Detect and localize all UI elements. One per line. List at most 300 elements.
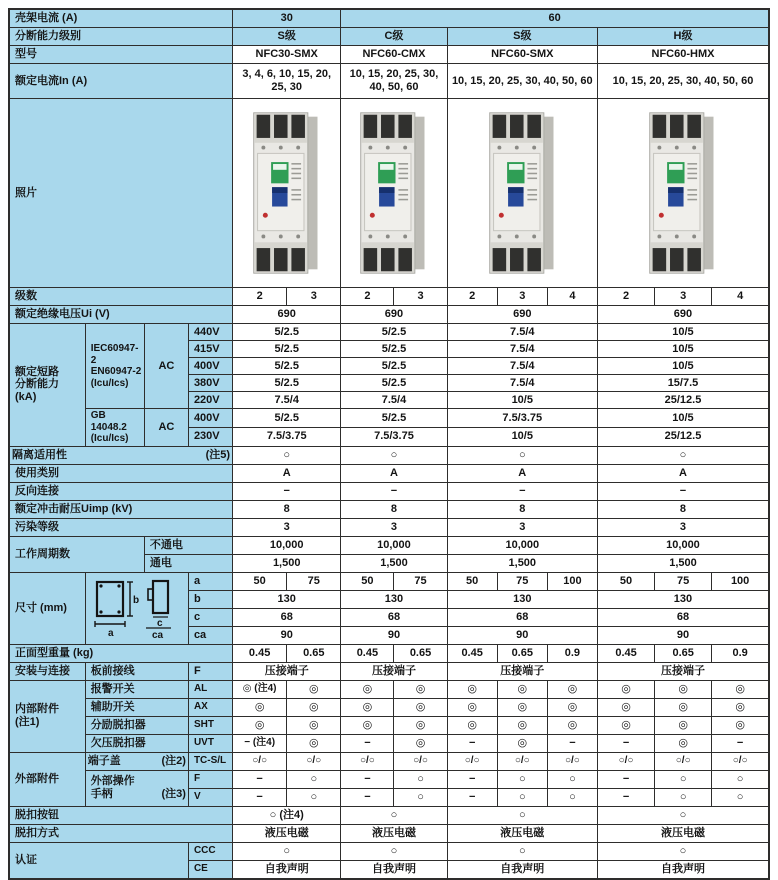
row-photo xyxy=(9,99,769,288)
row-label: 工作周期数 xyxy=(9,536,144,572)
dim-value: 100 xyxy=(547,572,597,590)
weight-value: 0.45 xyxy=(341,644,394,662)
iec-standard-label: IEC60947-2 EN60947-2 (Icu/Ics) xyxy=(85,324,144,409)
accessory-value: − xyxy=(447,734,497,752)
row-label: 脱扣按钮 xyxy=(9,806,233,824)
accessory-name: 分励脱扣器 xyxy=(85,716,188,734)
model-value: NFC60-HMX xyxy=(597,46,769,64)
row-label: 分断能力级别 xyxy=(9,28,233,46)
frame-current-30: 30 xyxy=(233,9,341,28)
accessory-value: ○ xyxy=(394,770,447,788)
row-insulation-voltage xyxy=(9,306,769,324)
dim-letter-b: b xyxy=(132,595,139,606)
accessory-value: ◎ xyxy=(712,716,769,734)
poles-value: 2 xyxy=(597,288,654,306)
accessory-value: ◎ xyxy=(447,716,497,734)
cert-value: ○ xyxy=(233,842,341,860)
cycles-value: 1,500 xyxy=(597,554,769,572)
dim-value: 130 xyxy=(233,590,341,608)
row-label: 壳架电流 (A) xyxy=(9,9,233,28)
dim-value: 75 xyxy=(655,572,712,590)
accessory-name: 报警开关 xyxy=(85,680,188,698)
row-trip-method xyxy=(9,824,769,842)
accessory-value: ○/○ xyxy=(547,752,597,770)
row-label: 脱扣方式 xyxy=(9,824,233,842)
pollution-value: 3 xyxy=(447,518,597,536)
accessory-value: − xyxy=(341,734,394,752)
dim-letter-a: a xyxy=(107,628,114,639)
accessory-value: − xyxy=(597,734,654,752)
photo-cell xyxy=(597,99,769,288)
cycles-value: 1,500 xyxy=(341,554,447,572)
dim-value: 50 xyxy=(447,572,497,590)
dim-value: 68 xyxy=(233,608,341,626)
rated-current-value: 10, 15, 20, 25, 30, 40, 50, 60 xyxy=(447,64,597,99)
photo-cell xyxy=(447,99,597,288)
class-value: C级 xyxy=(341,28,447,46)
dimension-diagram xyxy=(89,577,185,639)
ka-value: 7.5/4 xyxy=(447,375,597,392)
ka-value: 5/2.5 xyxy=(233,324,341,341)
accessory-value: ○/○ xyxy=(341,752,394,770)
ui-value: 690 xyxy=(341,306,447,324)
accessory-value: ◎ xyxy=(341,680,394,698)
accessory-value: − xyxy=(712,734,769,752)
accessory-code: AL xyxy=(188,680,232,698)
ka-value: 7.5/4 xyxy=(233,392,341,409)
weight-value: 0.65 xyxy=(394,644,447,662)
row-label: 型号 xyxy=(9,46,233,64)
poles-value: 2 xyxy=(233,288,287,306)
breaker-product-photo xyxy=(482,107,563,279)
weight-value: 0.65 xyxy=(655,644,712,662)
accessory-value: ○ xyxy=(547,788,597,806)
voltage-label: 440V xyxy=(188,324,232,341)
accessory-value: ◎ xyxy=(597,716,654,734)
frame-current-60: 60 xyxy=(341,9,769,28)
accessory-value: ◎ xyxy=(655,734,712,752)
mounting-code: F xyxy=(188,662,232,680)
dim-value: 100 xyxy=(712,572,769,590)
accessory-value: ◎ xyxy=(497,698,547,716)
accessory-code: SHT xyxy=(188,716,232,734)
ka-value: 7.5/3.75 xyxy=(233,427,341,446)
cert-code: CCC xyxy=(188,842,232,860)
breaking-capacity-label: 额定短路 分断能力 (kA) xyxy=(9,324,85,447)
cycles-value: 10,000 xyxy=(597,536,769,554)
cycles-value: 10,000 xyxy=(341,536,447,554)
ka-value: 5/2.5 xyxy=(233,341,341,358)
ka-value: 5/2.5 xyxy=(341,409,447,428)
accessory-value: ○ xyxy=(497,788,547,806)
ui-value: 690 xyxy=(597,306,769,324)
ka-value: 10/5 xyxy=(597,341,769,358)
row-internal-sht xyxy=(9,716,769,734)
accessory-value: ○ xyxy=(497,770,547,788)
accessory-value: ◎ xyxy=(597,680,654,698)
dim-value: 75 xyxy=(287,572,341,590)
uimp-value: 8 xyxy=(447,500,597,518)
ka-value: 5/2.5 xyxy=(233,409,341,428)
accessory-code: UVT xyxy=(188,734,232,752)
row-model xyxy=(9,46,769,64)
cert-value: ○ xyxy=(447,842,597,860)
breaker-product-photo xyxy=(642,107,723,279)
dim-value: 50 xyxy=(233,572,287,590)
accessory-name: 辅助开关 xyxy=(85,698,188,716)
ui-value: 690 xyxy=(233,306,341,324)
reverse-value: − xyxy=(341,482,447,500)
dim-value: 50 xyxy=(341,572,394,590)
photo-cell xyxy=(233,99,341,288)
pollution-value: 3 xyxy=(233,518,341,536)
accessory-value: ◎ xyxy=(497,734,547,752)
row-internal-al xyxy=(9,680,769,698)
row-label: 反向连接 xyxy=(9,482,233,500)
tc-note: (注2) xyxy=(161,754,186,767)
accessory-value: ◎ xyxy=(233,698,287,716)
class-value: S级 xyxy=(233,28,341,46)
mounting-sub-label: 板前接线 xyxy=(85,662,188,680)
trip-method-value: 液压电磁 xyxy=(597,824,769,842)
dim-value: 130 xyxy=(341,590,447,608)
accessory-value: ◎ xyxy=(287,734,341,752)
cycles-value: 10,000 xyxy=(233,536,341,554)
dim-value: 90 xyxy=(233,626,341,644)
row-external-tc xyxy=(9,752,769,770)
cycles-value: 10,000 xyxy=(447,536,597,554)
voltage-label: 400V xyxy=(188,358,232,375)
accessory-value: ○ xyxy=(394,788,447,806)
trip-method-value: 液压电磁 xyxy=(233,824,341,842)
row-label: 使用类别 xyxy=(9,464,233,482)
ka-value: 7.5/4 xyxy=(447,324,597,341)
accessory-value: ○/○ xyxy=(233,752,287,770)
tc-name: 端子盖 xyxy=(87,754,121,767)
certification-label: 认证 xyxy=(9,842,188,879)
poles-value: 4 xyxy=(712,288,769,306)
ka-value: 7.5/4 xyxy=(447,341,597,358)
accessory-value: − xyxy=(447,770,497,788)
row-frame-current xyxy=(9,9,769,28)
accessory-code: V xyxy=(188,788,232,806)
accessory-value: ◎ xyxy=(287,698,341,716)
row-pollution xyxy=(9,518,769,536)
ka-value: 7.5/3.75 xyxy=(341,427,447,446)
poles-value: 3 xyxy=(287,288,341,306)
row-weight xyxy=(9,644,769,662)
trip-button-value: ○ xyxy=(597,806,769,824)
poles-value: 3 xyxy=(655,288,712,306)
external-accessories-label: 外部附件 xyxy=(9,752,85,806)
accessory-value: ◎ xyxy=(394,680,447,698)
dim-value: 75 xyxy=(497,572,547,590)
weight-value: 0.65 xyxy=(287,644,341,662)
accessory-value: ○ xyxy=(287,770,341,788)
accessory-value: − xyxy=(597,788,654,806)
row-internal-uvt xyxy=(9,734,769,752)
voltage-label: 230V xyxy=(188,427,232,446)
accessory-value: ◎ xyxy=(655,698,712,716)
rated-current-value: 10, 15, 20, 25, 30, 40, 50, 60 xyxy=(597,64,769,99)
accessory-value: ○ xyxy=(547,770,597,788)
accessory-value: ◎ xyxy=(497,716,547,734)
accessory-value: − xyxy=(233,770,287,788)
dim-row-label: b xyxy=(188,590,232,608)
row-cycles-off xyxy=(9,536,769,554)
row-cert-ccc xyxy=(9,842,769,860)
ka-value: 10/5 xyxy=(597,324,769,341)
model-value: NFC60-SMX xyxy=(447,46,597,64)
row-breaking-class xyxy=(9,28,769,46)
model-value: NFC30-SMX xyxy=(233,46,341,64)
accessory-value: ○ xyxy=(655,788,712,806)
trip-method-value: 液压电磁 xyxy=(447,824,597,842)
poles-value: 4 xyxy=(547,288,597,306)
accessory-value: ◎ xyxy=(341,698,394,716)
handle-line2: 手柄 xyxy=(90,788,113,800)
voltage-label: 400V xyxy=(188,409,232,428)
reverse-value: − xyxy=(597,482,769,500)
row-label: 级数 xyxy=(9,288,233,306)
cycles-on-label: 通电 xyxy=(144,554,232,572)
category-value: A xyxy=(341,464,447,482)
row-label: 额定电流In (A) xyxy=(9,64,233,99)
row-ka-440 xyxy=(9,324,769,341)
accessory-value: − xyxy=(341,788,394,806)
uimp-value: 8 xyxy=(341,500,447,518)
accessory-value: ◎ xyxy=(712,680,769,698)
dim-value: 90 xyxy=(341,626,447,644)
mounting-value: 压接端子 xyxy=(233,662,341,680)
accessory-value: ◎ xyxy=(597,698,654,716)
dim-value: 50 xyxy=(597,572,654,590)
ka-value: 5/2.5 xyxy=(341,341,447,358)
isolation-note: (注5) xyxy=(205,448,231,461)
accessory-value: ○ xyxy=(287,788,341,806)
trip-button-value: ○ xyxy=(447,806,597,824)
weight-value: 0.45 xyxy=(233,644,287,662)
cycles-off-label: 不通电 xyxy=(144,536,232,554)
row-dim-a xyxy=(9,572,769,590)
dim-value: 130 xyxy=(447,590,597,608)
accessory-value: ◎ xyxy=(655,716,712,734)
rated-current-value: 10, 15, 20, 25, 30, 40, 50, 60 xyxy=(341,64,447,99)
accessory-value: ◎ xyxy=(447,680,497,698)
gb-ac-label: AC xyxy=(144,409,188,447)
isolation-value: ○ xyxy=(447,446,597,464)
cert-value: 自我声明 xyxy=(341,860,447,879)
accessory-value: − xyxy=(341,770,394,788)
cert-value: 自我声明 xyxy=(233,860,341,879)
accessory-value: − xyxy=(447,788,497,806)
row-label: 安装与连接 xyxy=(9,662,85,680)
row-external-handle-f xyxy=(9,770,769,788)
row-label: 尺寸 (mm) xyxy=(9,572,85,644)
dim-row-label: a xyxy=(188,572,232,590)
poles-value: 3 xyxy=(497,288,547,306)
accessory-value: ◎ xyxy=(233,716,287,734)
gb-standard-label: GB 14048.2 (Icu/Ics) xyxy=(85,409,144,447)
dim-row-label: c xyxy=(188,608,232,626)
cert-value: ○ xyxy=(341,842,447,860)
poles-value: 2 xyxy=(341,288,394,306)
accessory-value: ◎ xyxy=(547,716,597,734)
row-label: 额定冲击耐压Uimp (kV) xyxy=(9,500,233,518)
row-internal-ax xyxy=(9,698,769,716)
ka-value: 10/5 xyxy=(597,358,769,375)
row-uimp xyxy=(9,500,769,518)
ka-value: 10/5 xyxy=(597,409,769,428)
dim-row-label: ca xyxy=(188,626,232,644)
accessory-value: ○/○ xyxy=(287,752,341,770)
spec-table xyxy=(8,8,770,880)
trip-button-value: ○ xyxy=(341,806,447,824)
weight-value: 0.65 xyxy=(497,644,547,662)
poles-value: 2 xyxy=(447,288,497,306)
trip-method-value: 液压电磁 xyxy=(341,824,447,842)
ka-value: 5/2.5 xyxy=(341,358,447,375)
weight-value: 0.9 xyxy=(712,644,769,662)
accessory-value: ○ xyxy=(712,788,769,806)
accessory-value: ○/○ xyxy=(597,752,654,770)
accessory-value: ◎ xyxy=(341,716,394,734)
voltage-label: 415V xyxy=(188,341,232,358)
accessory-value: − (注4) xyxy=(233,734,287,752)
accessory-value: ◎ xyxy=(497,680,547,698)
dim-value: 68 xyxy=(341,608,447,626)
ka-value: 7.5/4 xyxy=(341,392,447,409)
row-isolation xyxy=(9,446,769,464)
accessory-value: ◎ xyxy=(287,716,341,734)
row-label: 污染等级 xyxy=(9,518,233,536)
row-rated-current xyxy=(9,64,769,99)
cycles-value: 1,500 xyxy=(447,554,597,572)
dim-value: 75 xyxy=(394,572,447,590)
accessory-name: 欠压脱扣器 xyxy=(85,734,188,752)
category-value: A xyxy=(597,464,769,482)
row-ka-gb-400 xyxy=(9,409,769,428)
category-value: A xyxy=(447,464,597,482)
accessory-value: ◎ xyxy=(394,716,447,734)
dim-letter-c: c xyxy=(156,618,163,629)
accessory-value: ○/○ xyxy=(497,752,547,770)
accessory-value: ◎ xyxy=(394,734,447,752)
isolation-label: 隔离适用性 xyxy=(12,448,67,461)
row-label: 正面型重量 (kg) xyxy=(9,644,233,662)
photo-cell xyxy=(341,99,447,288)
reverse-value: − xyxy=(447,482,597,500)
row-trip-button xyxy=(9,806,769,824)
model-value: NFC60-CMX xyxy=(341,46,447,64)
accessory-value: ◎ xyxy=(712,698,769,716)
cert-value: 自我声明 xyxy=(597,860,769,879)
accessory-value: ○ xyxy=(712,770,769,788)
cert-code: CE xyxy=(188,860,232,879)
handle-line1: 外部操作 xyxy=(90,775,135,788)
mounting-value: 压接端子 xyxy=(447,662,597,680)
dim-value: 68 xyxy=(597,608,769,626)
dim-letter-ca: ca xyxy=(151,630,163,639)
weight-value: 0.9 xyxy=(547,644,597,662)
mounting-value: 压接端子 xyxy=(341,662,447,680)
accessory-code: F xyxy=(188,770,232,788)
dim-value: 90 xyxy=(447,626,597,644)
internal-accessories-label: 内部附件 (注1) xyxy=(9,680,85,752)
voltage-label: 380V xyxy=(188,375,232,392)
isolation-value: ○ xyxy=(597,446,769,464)
ka-value: 10/5 xyxy=(447,392,597,409)
trip-button-value: ○ (注4) xyxy=(233,806,341,824)
breaker-product-photo xyxy=(353,107,434,279)
breaker-product-photo xyxy=(246,107,327,279)
dim-value: 68 xyxy=(447,608,597,626)
accessory-value: ○/○ xyxy=(394,752,447,770)
accessory-value: ◎ xyxy=(547,698,597,716)
ka-value: 25/12.5 xyxy=(597,427,769,446)
uimp-value: 8 xyxy=(233,500,341,518)
row-utilization-category xyxy=(9,464,769,482)
voltage-label: 220V xyxy=(188,392,232,409)
ui-value: 690 xyxy=(447,306,597,324)
accessory-code: TC-S/L xyxy=(188,752,232,770)
accessory-value: ◎ xyxy=(655,680,712,698)
handle-note: (注3) xyxy=(161,788,186,800)
accessory-value: ◎ xyxy=(287,680,341,698)
weight-value: 0.45 xyxy=(447,644,497,662)
uimp-value: 8 xyxy=(597,500,769,518)
dim-value: 130 xyxy=(597,590,769,608)
pollution-value: 3 xyxy=(597,518,769,536)
accessory-value: − xyxy=(233,788,287,806)
iec-ac-label: AC xyxy=(144,324,188,409)
row-poles xyxy=(9,288,769,306)
cert-value: 自我声明 xyxy=(447,860,597,879)
category-value: A xyxy=(233,464,341,482)
ka-value: 15/7.5 xyxy=(597,375,769,392)
dim-value: 90 xyxy=(597,626,769,644)
accessory-value: ○/○ xyxy=(447,752,497,770)
ka-value: 5/2.5 xyxy=(233,358,341,375)
isolation-value: ○ xyxy=(233,446,341,464)
ka-value: 25/12.5 xyxy=(597,392,769,409)
weight-value: 0.45 xyxy=(597,644,654,662)
accessory-value: − xyxy=(597,770,654,788)
accessory-value: ◎ xyxy=(547,680,597,698)
class-value: S级 xyxy=(447,28,597,46)
pollution-value: 3 xyxy=(341,518,447,536)
accessory-code: AX xyxy=(188,698,232,716)
ka-value: 5/2.5 xyxy=(341,324,447,341)
row-label: 额定绝缘电压Ui (V) xyxy=(9,306,233,324)
mounting-value: 压接端子 xyxy=(597,662,769,680)
rated-current-value: 3, 4, 6, 10, 15, 20, 25, 30 xyxy=(233,64,341,99)
accessory-value: ◎ xyxy=(447,698,497,716)
accessory-value: ○/○ xyxy=(655,752,712,770)
class-value: H级 xyxy=(597,28,769,46)
accessory-value: ○ xyxy=(655,770,712,788)
row-label: 照片 xyxy=(9,99,233,288)
accessory-value: ◎ (注4) xyxy=(233,680,287,698)
row-label xyxy=(9,446,233,464)
cycles-value: 1,500 xyxy=(233,554,341,572)
poles-value: 3 xyxy=(394,288,447,306)
dimension-diagram-cell xyxy=(85,572,188,644)
reverse-value: − xyxy=(233,482,341,500)
ka-value: 7.5/3.75 xyxy=(447,409,597,428)
ka-value: 10/5 xyxy=(447,427,597,446)
handle-label xyxy=(85,770,188,806)
